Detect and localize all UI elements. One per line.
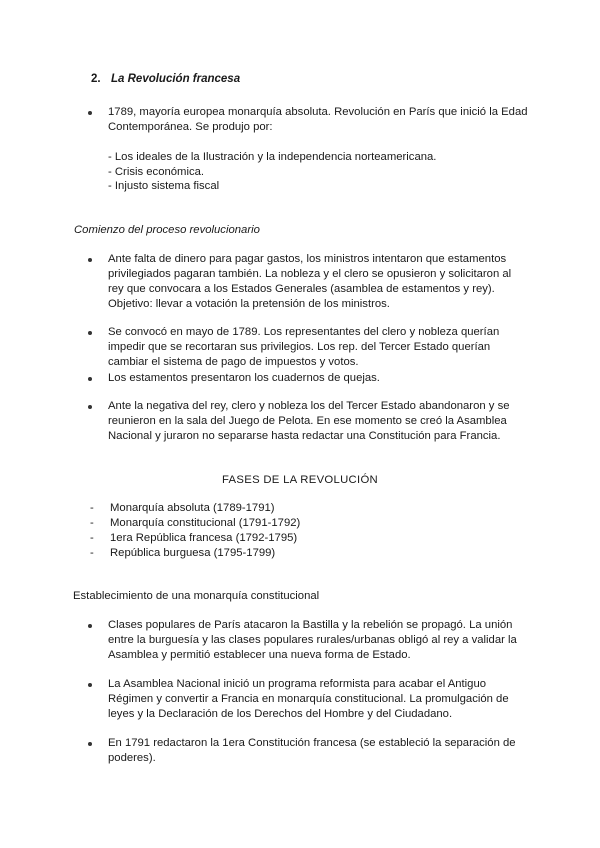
comienzo-bullet-text: Ante falta de dinero para pagar gastos, los ministros intentaron que estamentos privilegiados pagaran también. La nobleza y el clero se opusieron y solicitaron al rey que convocara a los Estados Generales (asamblea de estamentos y rey). Objetivo: llevar a votación la pretensión de los ministros. (108, 253, 512, 310)
cause-item: - Injusto sistema fiscal (108, 180, 220, 192)
bullet-icon (88, 377, 92, 381)
section-title-text: La Revolución francesa (111, 73, 241, 85)
list-item (88, 371, 528, 386)
phase-item: - República burguesa (1795-1799) (90, 547, 276, 559)
establecimiento-bullet-text: En 1791 redactaron la 1era Constitución francesa (se estableció la separación de poderes). (108, 737, 516, 764)
bullet-icon (88, 624, 92, 628)
bullet-icon (88, 742, 92, 746)
list-item (88, 252, 528, 312)
phase-item: - Monarquía constitucional (1791-1792) (90, 517, 301, 529)
comienzo-heading: Comienzo del proceso revolucionario (74, 224, 260, 236)
bullet-icon (88, 405, 92, 409)
section-title (91, 72, 240, 87)
list-item (88, 736, 528, 766)
bullet-icon (88, 258, 92, 262)
phase-text: República burguesa (1795-1799) (110, 547, 276, 559)
list-item (88, 105, 528, 135)
list-item (88, 399, 528, 444)
phase-item: - Monarquía absoluta (1789-1791) (90, 502, 275, 514)
phase-item: - 1era República francesa (1792-1795) (90, 532, 298, 544)
list-item (88, 618, 528, 663)
establecimiento-heading: Establecimiento de una monarquía constitucional (73, 590, 320, 602)
establecimiento-bullet-text: La Asamblea Nacional inició un programa reformista para acabar el Antiguo Régimen y convertir a Francia en monarquía constitucional. La promulgación de leyes y la Declaración de los Derechos del Hombre y del Ciudadano. (108, 678, 509, 720)
bullet-icon (88, 683, 92, 687)
comienzo-bullet-text: Se convocó en mayo de 1789. Los representantes del clero y nobleza querían impedir que se recortaran sus privilegios. Los rep. del Tercer Estado querían cambiar el sistema de pago de impuestos y votos. (108, 326, 500, 368)
cause-item: - Los ideales de la Ilustración y la independencia norteamericana. (108, 151, 437, 163)
phase-text: Monarquía absoluta (1789-1791) (110, 502, 275, 514)
fases-heading: FASES DE LA REVOLUCIÓN (221, 474, 379, 486)
intro-bullet-text: 1789, mayoría europea monarquía absoluta. Revolución en París que inició la Edad Contemporánea. Se produjo por: (108, 106, 528, 133)
comienzo-bullet-text: Los estamentos presentaron los cuadernos de quejas. (108, 372, 380, 384)
list-item (88, 677, 528, 722)
section-number: 2. (91, 73, 101, 85)
cause-item: - Crisis económica. (108, 166, 205, 178)
comienzo-bullet-text: Ante la negativa del rey, clero y nobleza los del Tercer Estado abandonaron y se reunieron en la sala del Juego de Pelota. En ese momento se creó la Asamblea Nacional y juraron no separarse hasta redactar una Constitución para Francia. (108, 400, 510, 442)
list-item (88, 325, 528, 370)
phase-text: Monarquía constitucional (1791-1792) (110, 517, 301, 529)
bullet-icon (88, 331, 92, 335)
bullet-icon (88, 111, 92, 115)
phase-text: 1era República francesa (1792-1795) (110, 532, 298, 544)
establecimiento-bullet-text: Clases populares de París atacaron la Bastilla y la rebelión se propagó. La unión entre la burguesía y las clases populares rurales/urbanas obligó al rey a validar la Asamblea y permitió establecer una nueva forma de Estado. (108, 619, 517, 661)
